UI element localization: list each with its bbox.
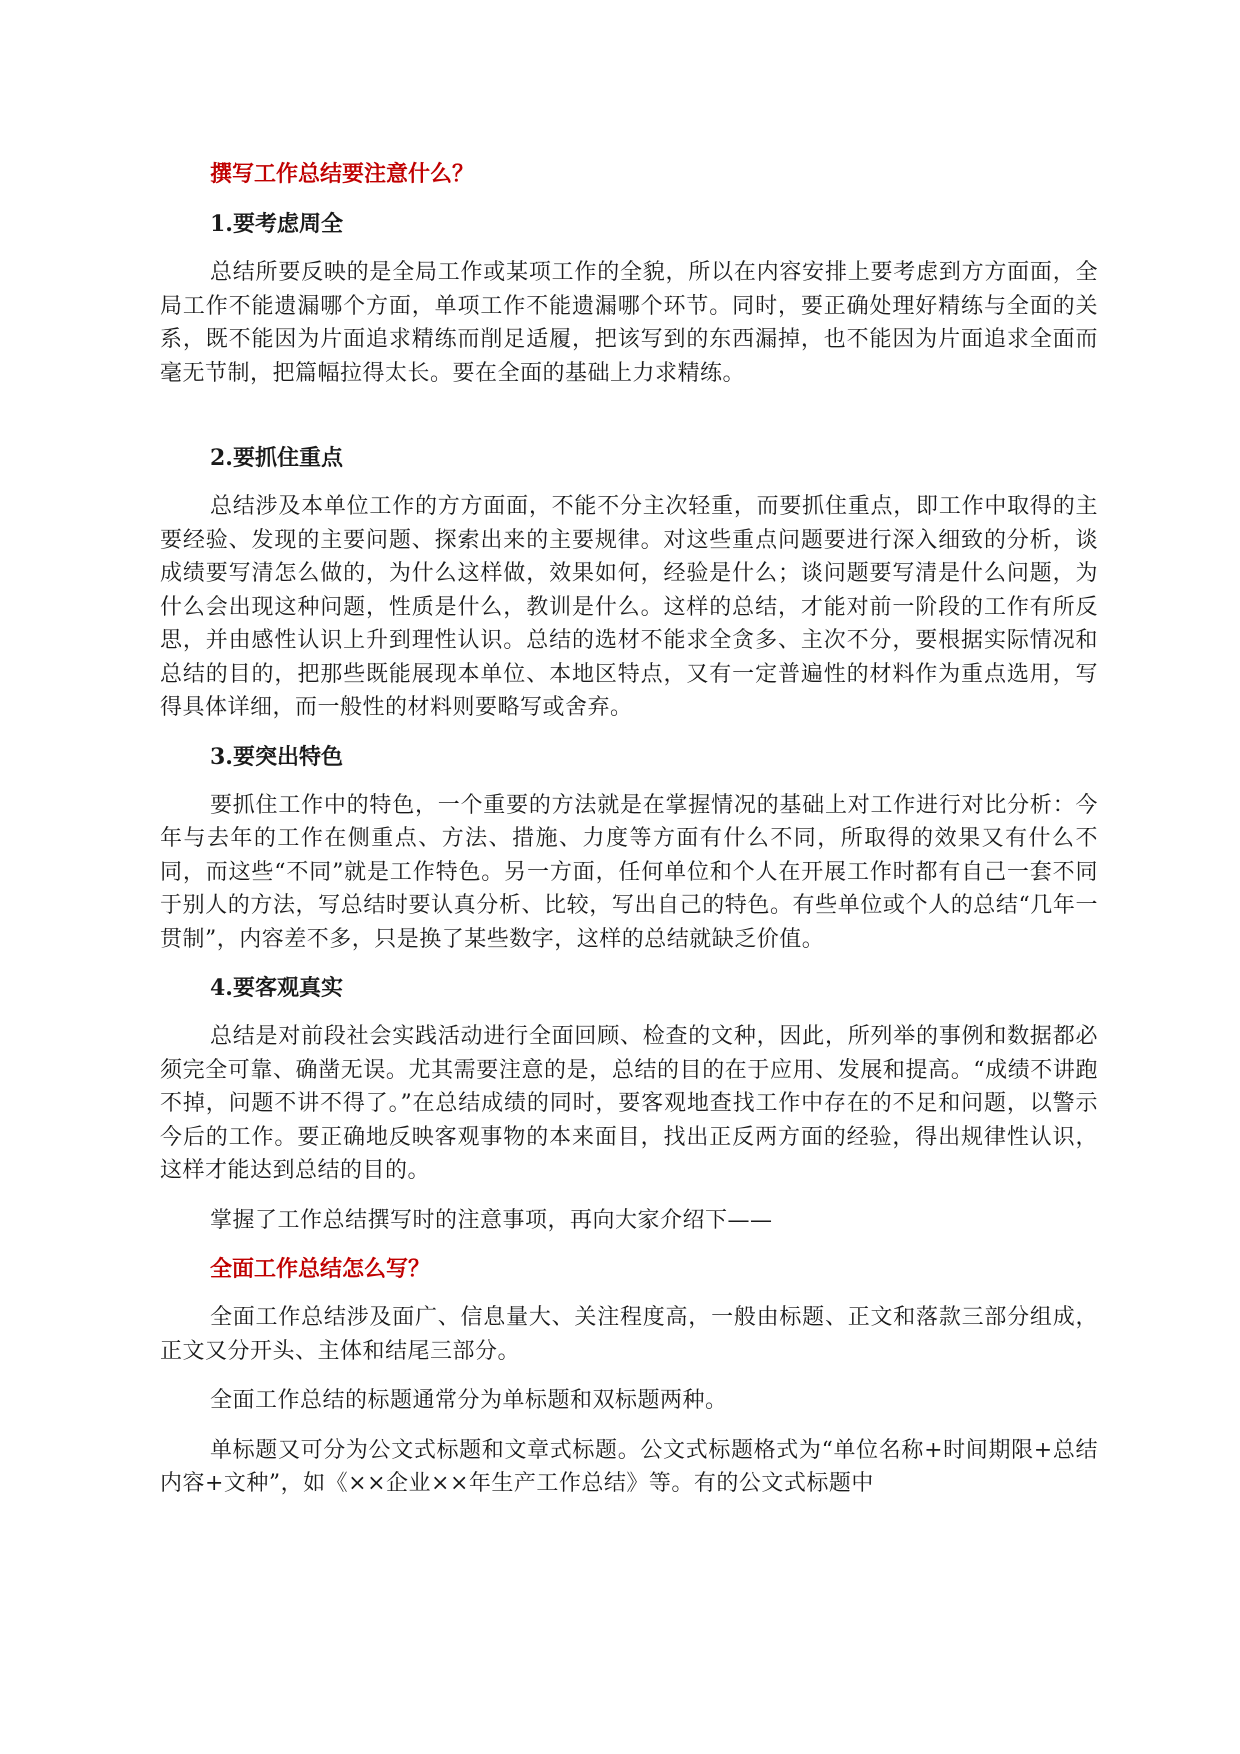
section-2-paragraph: 总结涉及本单位工作的方方面面，不能不分主次轻重，而要抓住重点，即工作中取得的主要经验、发现的主要问题、探索出来的主要规律。对这些重点问题要进行深入细致的分析，谈成绩要写清怎么做的，为什么这样做，效果如何，经验是什么；谈问题要写清是什么问题，为什么会出现这种问题，性质是什么，教训是什么。这样的总结，才能对前一阶段的工作有所反思，并由感性认识上升到理性认识。总结的选材不能求全贪多、主次不分，要根据实际情况和总结的目的，把那些既能展现本单位、本地区特点，又有一定普遍性的材料作为重点选用，写得具体详细，而一般性的材料则要略写或舍弃。	[160, 494, 1098, 720]
section-1-title: 1.要考虑周全	[210, 211, 343, 237]
transition-paragraph: 掌握了工作总结撰写时的注意事项，再向大家介绍下——	[210, 1207, 773, 1233]
section-3-title: 3.要突出特色	[210, 743, 343, 770]
heading-what-to-note: 撰写工作总结要注意什么？	[210, 161, 475, 187]
heading-how-to-write: 全面工作总结怎么写？	[210, 1256, 431, 1282]
intro-paragraph: 全面工作总结涉及面广、信息量大、关注程度高，一般由标题、正文和落款三部分组成，正文又分开头、主体和结尾三部分。	[160, 1305, 1098, 1364]
section-2-title: 2.要抓住重点	[210, 445, 343, 471]
section-4-paragraph: 总结是对前段社会实践活动进行全面回顾、检查的文种，因此，所列举的事例和数据都必须完全可靠、确凿无误。尤其需要注意的是，总结的目的在于应用、发展和提高。“成绩不讲跑不掉，问题不讲不得了。”在总结成绩的同时，要客观地查找工作中存在的不足和问题，以警示今后的工作。要正确地反映客观事物的本来面目，找出正反两方面的经验，得出规律性认识，这样才能达到总结的目的。	[160, 1024, 1098, 1183]
section-3-paragraph: 要抓住工作中的特色，一个重要的方法就是在掌握情况的基础上对工作进行对比分析：今年与去年的工作在侧重点、方法、措施、力度等方面有什么不同，所取得的效果又有什么不同，而这些“不同”就是工作特色。另一方面，任何单位和个人在开展工作时都有自己一套不同于别人的方法，写总结时要认真分析、比较，写出自己的特色。有些单位或个人的总结“几年一贯制”，内容差不多，只是换了某些数字，这样的总结就缺乏价值。	[160, 792, 1098, 952]
section-1-paragraph: 总结所要反映的是全局工作或某项工作的全貌，所以在内容安排上要考虑到方方面面，全局工作不能遗漏哪个方面，单项工作不能遗漏哪个环节。同时，要正确处理好精练与全面的关系，既不能因为片面追求精练而削足适履，把该写到的东西漏掉，也不能因为片面追求全面而毫无节制，把篇幅拉得太长。要在全面的基础上力求精练。	[160, 260, 1098, 386]
title-types-paragraph: 全面工作总结的标题通常分为单标题和双标题两种。	[210, 1388, 728, 1413]
single-title-paragraph: 单标题又可分为公文式标题和文章式标题。公文式标题格式为“单位名称+时间期限+总结内容+文种”，如《××企业××年生产工作总结》等。有的公文式标题中	[160, 1437, 1098, 1496]
document-page	[160, 158, 1098, 1501]
section-4-title: 4.要客观真实	[210, 975, 343, 1001]
